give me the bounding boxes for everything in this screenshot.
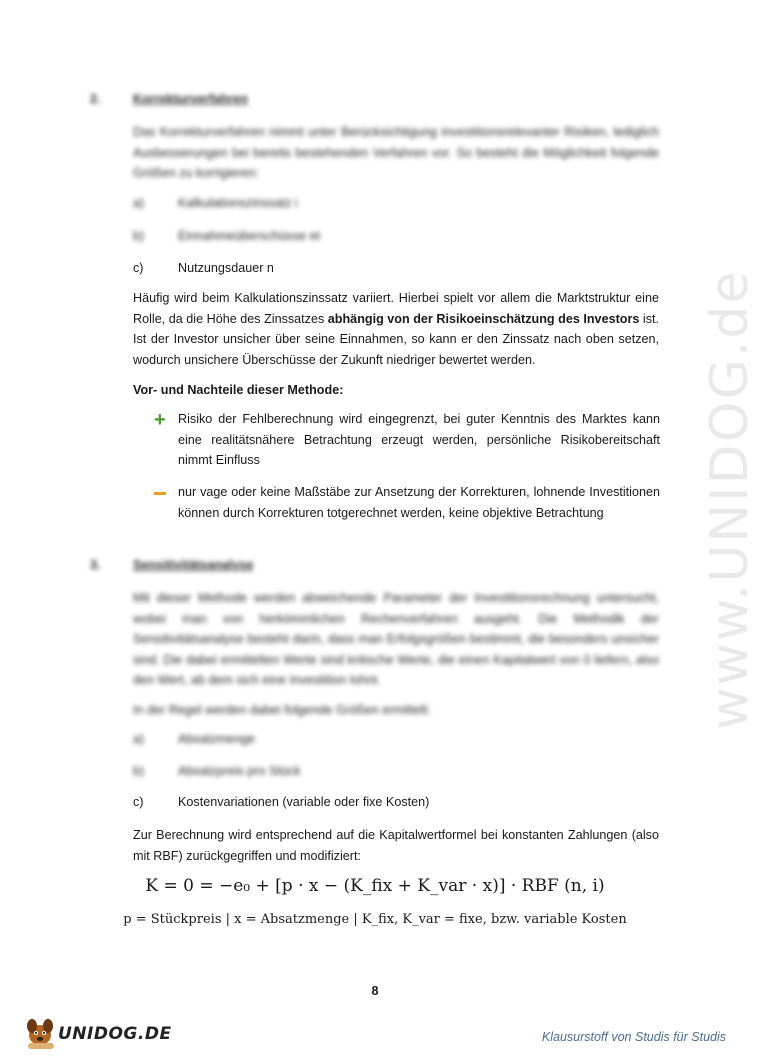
section-3-title: Sensitivitätsanalyse <box>133 558 254 572</box>
section-2-number: 2. <box>90 92 101 106</box>
list-mark: c) <box>133 795 144 809</box>
proscons-heading: Vor- und Nachteile dieser Methode: <box>133 383 344 397</box>
page-number: 8 <box>371 984 379 998</box>
formula-legend: p = Stückpreis | x = Absatzmenge | K_fix, K_var = fixe, bzw. variable Kosten <box>123 912 627 927</box>
list-item: Kalkulationszinssatz i <box>178 196 298 210</box>
logo-text: UNIDOG.DE <box>58 1024 172 1044</box>
footer-slogan: Klausurstoff von Studis für Studis <box>541 1030 726 1044</box>
list-item: Kostenvariationen (variable oder fixe Kosten) <box>178 795 430 809</box>
fade-overlay <box>130 527 670 539</box>
list-mark: b) <box>133 229 145 243</box>
minus-icon <box>154 492 166 495</box>
section-2-title: Korrekturverfahren <box>133 92 248 106</box>
section-2-intro: Das Korrekturverfahren nimmt unter Berücksichtigung investitionsrelevanter Risiken, lediglich Ausbesserungen bei bereits bestehenden Verfahren vor. So besteht die Möglichkeit folgende Größen zu korrigieren: <box>133 125 659 180</box>
list-mark: a) <box>133 732 145 746</box>
watermark: www.UNIDOG.de <box>700 269 760 730</box>
section-3-number: 3. <box>90 558 101 572</box>
list-item: Absatzpreis pro Stück <box>178 764 301 778</box>
list-item: Absatzmenge <box>178 732 256 746</box>
capital-value-formula: K = 0 = −e₀ + [p · x − (K_fix + K_var · x)] · RBF (n, i) <box>145 876 605 896</box>
list-item: Nutzungsdauer n <box>178 261 274 275</box>
plus-icon: + <box>154 409 166 431</box>
section-3-rule: In der Regel werden dabei folgende Größen ermittelt: <box>133 703 431 717</box>
paragraph-kalkulationszins: Häufig wird beim Kalkulationszinssatz variiert. Hierbei spielt vor allem die Marktstruktur eine Rolle, da die Höhe des Zinssatzes abhängig von der Risikoeinschätzung des Investors ist. Ist der Investor unsicher über seine Einnahmen, so kann er den Zinssatz nach oben setzen, wodurch unsichere Überschüsse der Zukunft niedriger bewertet werden. <box>133 291 659 367</box>
pro-text: Risiko der Fehlberechnung wird eingegrenzt, bei guter Kenntnis des Marktes kann eine realitätsnähere Betrachtung erzeugt werden, persönliche Risikobereitschaft nimmt Einfluss <box>178 412 660 467</box>
con-text: nur vage oder keine Maßstäbe zur Ansetzung der Korrekturen, lohnende Investitionen können durch Korrekturen totgerechnet werden, keine objektive Betrachtung <box>178 485 660 520</box>
list-mark: c) <box>133 261 144 275</box>
section-3-intro: Mit dieser Methode werden abweichende Parameter der Investitionsrechnung untersucht, wobei man von herkömmlichen Rechenverfahren ausgeht. Die Methodik der Sensitivitätsanalyse besteht darin, dass man Erfolgsgrößen bestimmt, die besonders unsicher sind. Die dabei ermittelten Werte sind kritische Werte, die einen Kapitalwert von 0 liefern, also den Wert, ab dem sich eine Investition lohnt. <box>133 591 659 687</box>
list-item: Einnahmeüberschüsse et <box>178 229 321 243</box>
calc-text: Zur Berechnung wird entsprechend auf die Kapitalwertformel bei konstanten Zahlungen (also mit RBF) zurückgegriffen und modifiziert: <box>133 828 659 863</box>
list-mark: a) <box>133 196 145 210</box>
list-mark: b) <box>133 764 145 778</box>
emphasis: abhängig von der Risikoeinschätzung des Investors <box>327 311 640 326</box>
